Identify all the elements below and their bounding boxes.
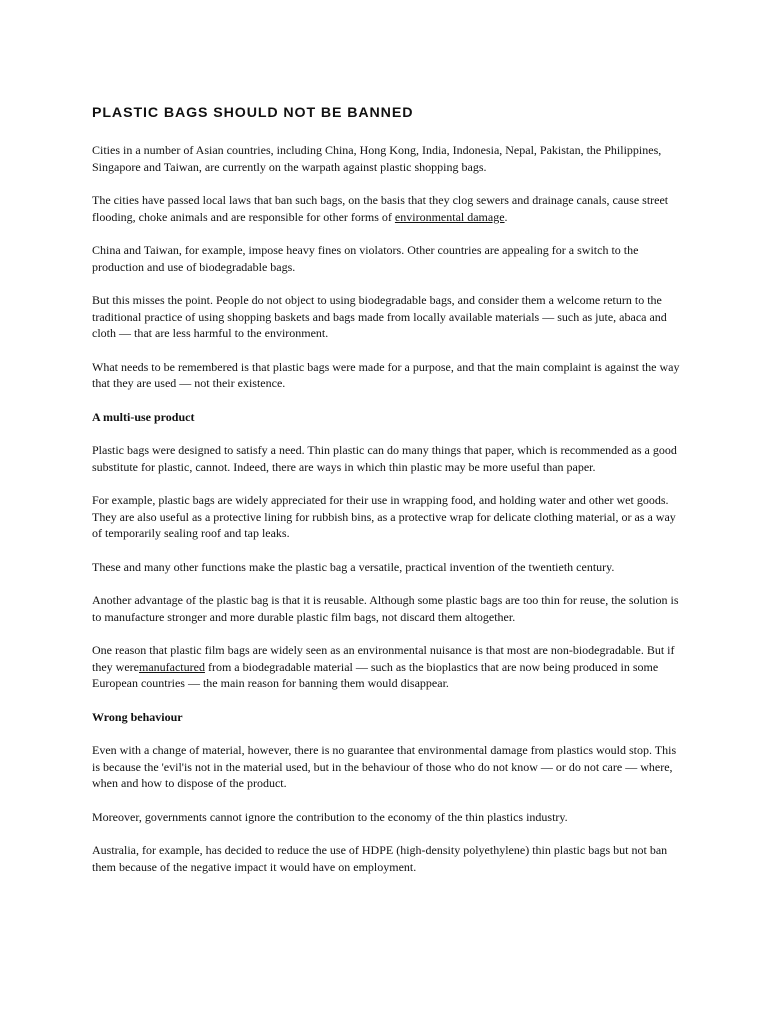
paragraph-text: from a biodegradable material — such as the bioplastics that are now being produced in some European countries — the main reason for banning them would disappear. [92, 659, 659, 691]
paragraph: Plastic bags were designed to satisfy a need. Thin plastic can do many things that paper, which is recommended as a good substitute for plastic, cannot. Indeed, there are ways in which thin plastic may be more useful than paper. [92, 443, 677, 474]
paragraph: Another advantage of the plastic bag is that it is reusable. Although some plastic bags are too thin for reuse, the solution is to manufacture stronger and more durable plastic film bags, not discard them altogether. [92, 593, 679, 624]
paragraph: Australia, for example, has decided to reduce the use of HDPE (high-density polyethylene) thin plastic bags but not ban them because of the negative impact it would have on employment. [92, 843, 668, 874]
paragraph: But this misses the point. People do not object to using biodegradable bags, and consider them a welcome return to the traditional practice of using shopping baskets and bags made from locally available materials — such as jute, abaca and cloth — that are less harmful to the environment. [92, 293, 667, 341]
paragraph: China and Taiwan, for example, impose heavy fines on violators. Other countries are appealing for a switch to the production and use of biodegradable bags. [92, 243, 639, 274]
paragraph-text: . [504, 209, 508, 224]
section-heading: A multi-use product [92, 409, 195, 424]
document-page [92, 104, 682, 892]
paragraph-text: The cities have passed local laws that ban such bags, on the basis that they clog sewers and drainage canals, cause street flooding, choke animals and are responsible for other forms of [92, 193, 669, 224]
paragraph: What needs to be remembered is that plastic bags were made for a purpose, and that the main complaint is against the way that they are used — not their existence. [92, 359, 680, 391]
paragraph [92, 642, 682, 692]
paragraph: For example, plastic bags are widely appreciated for their use in wrapping food, and holding water and other wet goods. They are also useful as a protective lining for rubbish bins, as a protective wrap for delicate clothing material, or as a way of temporarily sealing roof and tap leaks. [92, 493, 676, 541]
paragraph: Cities in a number of Asian countries, including China, Hong Kong, India, Indonesia, Nepal, Pakistan, the Philippines, Singapore and Taiwan, are currently on the warpath against plastic shopping bags. [92, 143, 662, 174]
paragraph: Moreover, governments cannot ignore the contribution to the economy of the thin plastics industry. [92, 809, 568, 824]
environmental-damage-link[interactable]: environmental damage [394, 209, 505, 224]
document-title: PLASTIC BAGS SHOULD NOT BE BANNED [92, 105, 414, 121]
paragraph: Even with a change of material, however, there is no guarantee that environmental damage from plastics would stop. This is because the 'evil'is not in the material used, but in the behaviour of those who do not know — or do not care — where, when and how to dispose of the product. [92, 743, 677, 791]
paragraph-text: One reason that plastic film bags are widely seen as an environmental nuisance is that most are non-biodegradable. But if they were [92, 643, 675, 674]
section-heading: Wrong behaviour [92, 709, 183, 724]
paragraph [92, 192, 682, 225]
manufactured-link[interactable]: manufactured [138, 659, 205, 674]
paragraph: These and many other functions make the plastic bag a versatile, practical invention of the twentieth century. [92, 559, 615, 574]
